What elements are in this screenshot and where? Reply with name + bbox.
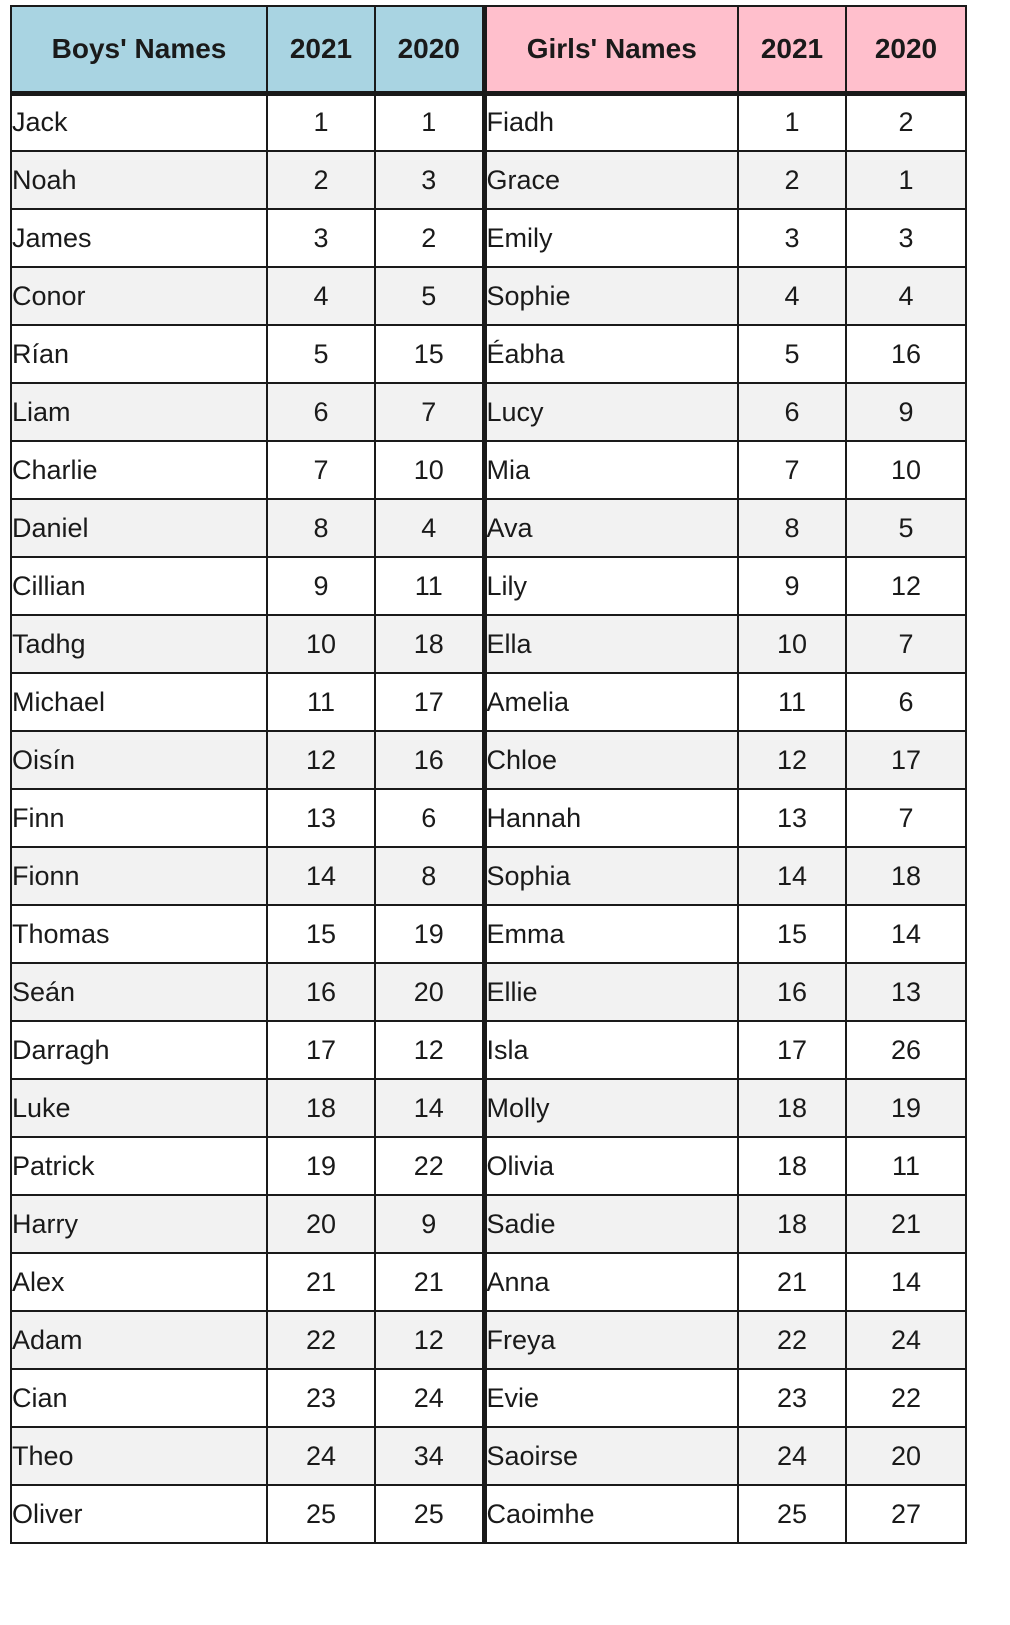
- boy-name-cell: Finn: [11, 789, 267, 847]
- table-body: [11, 93, 966, 1543]
- girl-rank-2021-cell: 15: [738, 905, 846, 963]
- girl-name-cell: Amelia: [484, 673, 738, 731]
- table-row: [11, 325, 966, 383]
- table-row: [11, 905, 966, 963]
- table-row: [11, 499, 966, 557]
- girl-rank-2020-cell: 1: [846, 151, 966, 209]
- boy-rank-2020-cell: 8: [375, 847, 484, 905]
- boy-rank-2021-cell: 7: [267, 441, 375, 499]
- girl-rank-2021-cell: 6: [738, 383, 846, 441]
- boy-rank-2021-cell: 9: [267, 557, 375, 615]
- boy-rank-2020-cell: 10: [375, 441, 484, 499]
- boy-rank-2021-cell: 18: [267, 1079, 375, 1137]
- boy-name-cell: James: [11, 209, 267, 267]
- header-girls-names: Girls' Names: [484, 6, 738, 93]
- boy-name-cell: Harry: [11, 1195, 267, 1253]
- girl-rank-2021-cell: 7: [738, 441, 846, 499]
- girl-name-cell: Lucy: [484, 383, 738, 441]
- boy-rank-2021-cell: 2: [267, 151, 375, 209]
- girl-rank-2020-cell: 19: [846, 1079, 966, 1137]
- table-row: [11, 1427, 966, 1485]
- boy-rank-2021-cell: 1: [267, 93, 375, 151]
- boy-rank-2021-cell: 23: [267, 1369, 375, 1427]
- boy-rank-2021-cell: 6: [267, 383, 375, 441]
- table-row: [11, 383, 966, 441]
- girl-rank-2021-cell: 21: [738, 1253, 846, 1311]
- girl-rank-2020-cell: 7: [846, 615, 966, 673]
- girl-rank-2020-cell: 3: [846, 209, 966, 267]
- girl-name-cell: Isla: [484, 1021, 738, 1079]
- girl-rank-2020-cell: 26: [846, 1021, 966, 1079]
- boy-rank-2021-cell: 22: [267, 1311, 375, 1369]
- table-header: [11, 6, 966, 93]
- girl-name-cell: Ava: [484, 499, 738, 557]
- boy-name-cell: Darragh: [11, 1021, 267, 1079]
- boy-rank-2020-cell: 11: [375, 557, 484, 615]
- boy-rank-2020-cell: 6: [375, 789, 484, 847]
- girl-name-cell: Mia: [484, 441, 738, 499]
- table-row: [11, 1137, 966, 1195]
- boy-name-cell: Thomas: [11, 905, 267, 963]
- boy-rank-2020-cell: 19: [375, 905, 484, 963]
- header-boys-names: Boys' Names: [11, 6, 267, 93]
- girl-rank-2021-cell: 17: [738, 1021, 846, 1079]
- girl-name-cell: Anna: [484, 1253, 738, 1311]
- boy-rank-2020-cell: 7: [375, 383, 484, 441]
- table-row: [11, 151, 966, 209]
- girl-rank-2020-cell: 2: [846, 93, 966, 151]
- baby-names-table: [10, 5, 967, 1544]
- table-row: [11, 1021, 966, 1079]
- boy-rank-2021-cell: 11: [267, 673, 375, 731]
- boy-name-cell: Patrick: [11, 1137, 267, 1195]
- header-boys-2021: 2021: [267, 6, 375, 93]
- girl-rank-2020-cell: 27: [846, 1485, 966, 1543]
- boy-rank-2020-cell: 18: [375, 615, 484, 673]
- boy-rank-2020-cell: 5: [375, 267, 484, 325]
- girl-rank-2020-cell: 6: [846, 673, 966, 731]
- girl-rank-2021-cell: 25: [738, 1485, 846, 1543]
- boy-rank-2021-cell: 20: [267, 1195, 375, 1253]
- boy-rank-2020-cell: 24: [375, 1369, 484, 1427]
- girl-name-cell: Sophia: [484, 847, 738, 905]
- table-row: [11, 731, 966, 789]
- girl-rank-2021-cell: 11: [738, 673, 846, 731]
- girl-name-cell: Emily: [484, 209, 738, 267]
- table-row: [11, 1195, 966, 1253]
- boy-name-cell: Fionn: [11, 847, 267, 905]
- boy-rank-2020-cell: 21: [375, 1253, 484, 1311]
- girl-rank-2020-cell: 4: [846, 267, 966, 325]
- boy-rank-2021-cell: 16: [267, 963, 375, 1021]
- girl-rank-2020-cell: 24: [846, 1311, 966, 1369]
- girl-rank-2021-cell: 9: [738, 557, 846, 615]
- table-row: [11, 615, 966, 673]
- table-row: [11, 847, 966, 905]
- boy-name-cell: Cillian: [11, 557, 267, 615]
- header-boys-2020: 2020: [375, 6, 484, 93]
- girl-rank-2021-cell: 8: [738, 499, 846, 557]
- table-row: [11, 209, 966, 267]
- boy-rank-2021-cell: 15: [267, 905, 375, 963]
- girl-name-cell: Éabha: [484, 325, 738, 383]
- boy-rank-2021-cell: 10: [267, 615, 375, 673]
- header-row: [11, 6, 966, 93]
- boy-rank-2020-cell: 1: [375, 93, 484, 151]
- girl-name-cell: Freya: [484, 1311, 738, 1369]
- girl-rank-2021-cell: 18: [738, 1079, 846, 1137]
- boy-rank-2020-cell: 17: [375, 673, 484, 731]
- boy-rank-2021-cell: 17: [267, 1021, 375, 1079]
- boy-name-cell: Tadhg: [11, 615, 267, 673]
- girl-rank-2020-cell: 13: [846, 963, 966, 1021]
- girl-rank-2021-cell: 10: [738, 615, 846, 673]
- boy-rank-2021-cell: 19: [267, 1137, 375, 1195]
- girl-rank-2021-cell: 3: [738, 209, 846, 267]
- boy-rank-2020-cell: 15: [375, 325, 484, 383]
- boy-rank-2020-cell: 25: [375, 1485, 484, 1543]
- boy-name-cell: Oliver: [11, 1485, 267, 1543]
- girl-rank-2021-cell: 4: [738, 267, 846, 325]
- girl-rank-2021-cell: 14: [738, 847, 846, 905]
- girl-rank-2020-cell: 7: [846, 789, 966, 847]
- girl-rank-2020-cell: 14: [846, 1253, 966, 1311]
- girl-rank-2021-cell: 16: [738, 963, 846, 1021]
- table-row: [11, 267, 966, 325]
- girl-rank-2021-cell: 24: [738, 1427, 846, 1485]
- girl-rank-2021-cell: 2: [738, 151, 846, 209]
- girl-rank-2021-cell: 13: [738, 789, 846, 847]
- boy-rank-2020-cell: 16: [375, 731, 484, 789]
- table-row: [11, 557, 966, 615]
- boy-name-cell: Conor: [11, 267, 267, 325]
- girl-name-cell: Ella: [484, 615, 738, 673]
- boy-rank-2021-cell: 5: [267, 325, 375, 383]
- girl-name-cell: Lily: [484, 557, 738, 615]
- table-row: [11, 963, 966, 1021]
- girl-name-cell: Evie: [484, 1369, 738, 1427]
- table-row: [11, 789, 966, 847]
- boy-name-cell: Rían: [11, 325, 267, 383]
- girl-rank-2021-cell: 1: [738, 93, 846, 151]
- girl-rank-2020-cell: 21: [846, 1195, 966, 1253]
- boy-rank-2021-cell: 12: [267, 731, 375, 789]
- girl-name-cell: Saoirse: [484, 1427, 738, 1485]
- boy-name-cell: Noah: [11, 151, 267, 209]
- boy-name-cell: Jack: [11, 93, 267, 151]
- girl-name-cell: Hannah: [484, 789, 738, 847]
- girl-rank-2020-cell: 12: [846, 557, 966, 615]
- boy-rank-2020-cell: 20: [375, 963, 484, 1021]
- girl-rank-2021-cell: 22: [738, 1311, 846, 1369]
- table-row: [11, 93, 966, 151]
- boy-rank-2021-cell: 24: [267, 1427, 375, 1485]
- boy-rank-2020-cell: 4: [375, 499, 484, 557]
- table-row: [11, 1253, 966, 1311]
- girl-name-cell: Caoimhe: [484, 1485, 738, 1543]
- boy-name-cell: Oisín: [11, 731, 267, 789]
- girl-name-cell: Fiadh: [484, 93, 738, 151]
- boy-name-cell: Michael: [11, 673, 267, 731]
- boy-rank-2021-cell: 8: [267, 499, 375, 557]
- girl-rank-2020-cell: 11: [846, 1137, 966, 1195]
- table-row: [11, 441, 966, 499]
- boy-name-cell: Luke: [11, 1079, 267, 1137]
- boy-name-cell: Cian: [11, 1369, 267, 1427]
- girl-rank-2020-cell: 18: [846, 847, 966, 905]
- girl-rank-2020-cell: 22: [846, 1369, 966, 1427]
- boy-rank-2020-cell: 12: [375, 1021, 484, 1079]
- boy-rank-2020-cell: 2: [375, 209, 484, 267]
- girl-rank-2020-cell: 5: [846, 499, 966, 557]
- girl-name-cell: Sophie: [484, 267, 738, 325]
- boy-rank-2020-cell: 12: [375, 1311, 484, 1369]
- boy-rank-2021-cell: 13: [267, 789, 375, 847]
- girl-name-cell: Olivia: [484, 1137, 738, 1195]
- boy-rank-2020-cell: 3: [375, 151, 484, 209]
- girl-name-cell: Chloe: [484, 731, 738, 789]
- boy-name-cell: Adam: [11, 1311, 267, 1369]
- boy-rank-2021-cell: 21: [267, 1253, 375, 1311]
- boy-name-cell: Liam: [11, 383, 267, 441]
- girl-name-cell: Emma: [484, 905, 738, 963]
- boy-name-cell: Seán: [11, 963, 267, 1021]
- table-row: [11, 673, 966, 731]
- girl-rank-2021-cell: 12: [738, 731, 846, 789]
- boy-name-cell: Charlie: [11, 441, 267, 499]
- boy-rank-2020-cell: 9: [375, 1195, 484, 1253]
- boy-rank-2021-cell: 3: [267, 209, 375, 267]
- girl-rank-2020-cell: 9: [846, 383, 966, 441]
- boy-rank-2020-cell: 34: [375, 1427, 484, 1485]
- boy-rank-2021-cell: 4: [267, 267, 375, 325]
- girl-name-cell: Sadie: [484, 1195, 738, 1253]
- table-row: [11, 1079, 966, 1137]
- header-girls-2020: 2020: [846, 6, 966, 93]
- table-row: [11, 1485, 966, 1543]
- boy-name-cell: Alex: [11, 1253, 267, 1311]
- table-row: [11, 1369, 966, 1427]
- table-row: [11, 1311, 966, 1369]
- girl-rank-2020-cell: 20: [846, 1427, 966, 1485]
- girl-rank-2021-cell: 5: [738, 325, 846, 383]
- boy-rank-2020-cell: 14: [375, 1079, 484, 1137]
- girl-rank-2020-cell: 14: [846, 905, 966, 963]
- girl-rank-2020-cell: 16: [846, 325, 966, 383]
- girl-rank-2021-cell: 18: [738, 1195, 846, 1253]
- boy-name-cell: Theo: [11, 1427, 267, 1485]
- boy-rank-2020-cell: 22: [375, 1137, 484, 1195]
- boy-rank-2021-cell: 14: [267, 847, 375, 905]
- girl-name-cell: Grace: [484, 151, 738, 209]
- girl-name-cell: Molly: [484, 1079, 738, 1137]
- girl-name-cell: Ellie: [484, 963, 738, 1021]
- girl-rank-2020-cell: 10: [846, 441, 966, 499]
- girl-rank-2020-cell: 17: [846, 731, 966, 789]
- girl-rank-2021-cell: 23: [738, 1369, 846, 1427]
- header-girls-2021: 2021: [738, 6, 846, 93]
- boy-rank-2021-cell: 25: [267, 1485, 375, 1543]
- boy-name-cell: Daniel: [11, 499, 267, 557]
- girl-rank-2021-cell: 18: [738, 1137, 846, 1195]
